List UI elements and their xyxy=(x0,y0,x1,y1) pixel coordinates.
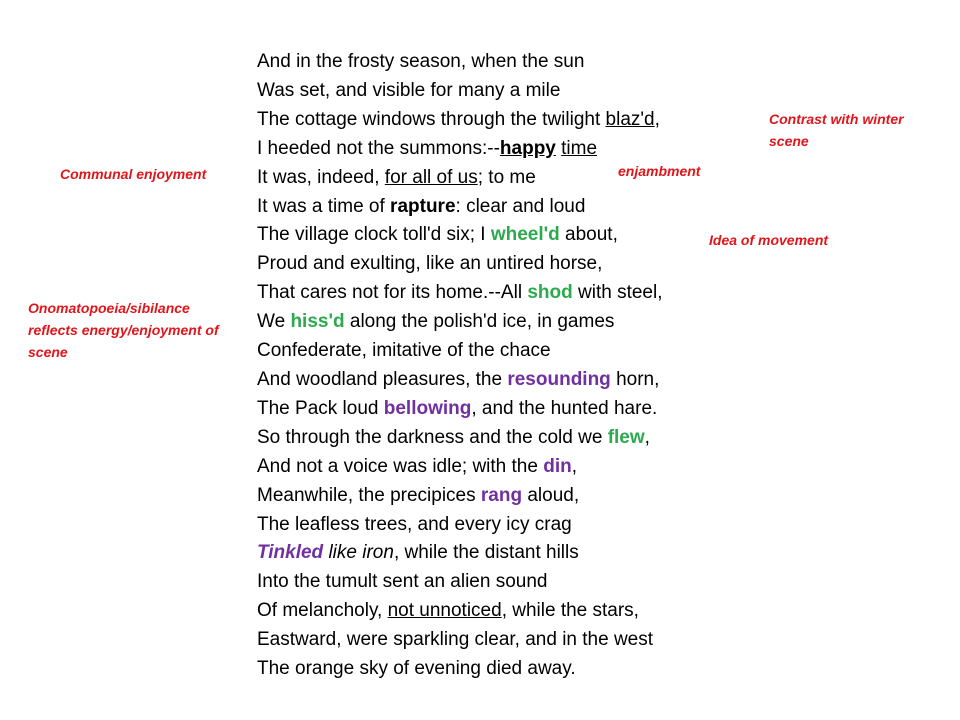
highlighted-word: din xyxy=(543,455,572,477)
poem-text: horn, xyxy=(610,368,660,390)
highlighted-word: for all of us xyxy=(384,166,478,188)
poem-line xyxy=(257,453,662,482)
poem-text: , xyxy=(571,455,577,477)
poem-text: , xyxy=(654,108,660,130)
highlighted-word: shod xyxy=(527,282,573,304)
annotation-contrast-winter: Contrast with winter scene xyxy=(769,111,904,149)
poem-line xyxy=(257,106,662,135)
highlighted-word: hiss'd xyxy=(290,311,345,333)
poem-line xyxy=(257,135,662,164)
poem-text: The village clock toll'd six; I xyxy=(257,224,491,246)
poem-text: along the polish'd ice, in games xyxy=(344,311,615,333)
poem-text: Confederate, imitative of the chace xyxy=(257,340,551,362)
poem-text: And woodland pleasures, the xyxy=(257,368,508,390)
poem-text: The orange sky of evening died away. xyxy=(257,658,576,680)
poem-line xyxy=(257,482,662,511)
poem-line xyxy=(257,395,662,424)
poem-line xyxy=(257,279,662,308)
highlighted-word: resounding xyxy=(507,368,611,390)
poem-text: with steel, xyxy=(572,282,663,304)
poem-line xyxy=(257,568,662,597)
annotation-enjambment: enjambment xyxy=(618,163,701,179)
poem-text: Meanwhile, the precipices xyxy=(257,484,481,506)
poem-text: Of melancholy, xyxy=(257,600,388,622)
poem-text: about, xyxy=(559,224,618,246)
poem-text: And not a voice was idle; with the xyxy=(257,455,544,477)
highlighted-word: rang xyxy=(480,484,523,506)
poem-text: : clear and loud xyxy=(455,195,586,217)
poem-text: Into the tumult sent an alien sound xyxy=(257,571,548,593)
poem-text: Proud and exulting, like an untired horse, xyxy=(257,253,603,275)
poem-text: aloud, xyxy=(522,484,580,506)
poem-text: Eastward, were sparkling clear, and in the west xyxy=(257,629,654,651)
poem-text: It was, indeed, xyxy=(257,166,385,188)
highlighted-word: wheel'd xyxy=(490,224,560,246)
poem-text: I heeded not the summons:-- xyxy=(257,137,500,159)
poem-text: The leafless trees, and every icy crag xyxy=(257,513,572,535)
highlighted-word: not unnoticed xyxy=(387,600,502,622)
poem-text: So through the darkness and the cold we xyxy=(257,426,608,448)
poem-text: , and the hunted hare. xyxy=(471,397,658,419)
poem-text: And in the frosty season, when the sun xyxy=(257,51,585,72)
poem-text: ; to me xyxy=(477,166,536,188)
poem-line xyxy=(257,597,662,626)
poem-line xyxy=(257,337,662,366)
poem-text: , while the stars, xyxy=(501,600,639,622)
poem-line xyxy=(257,221,662,250)
poem-line xyxy=(257,250,662,279)
poem-text: It was a time of xyxy=(257,195,391,217)
poem-line xyxy=(257,48,662,77)
highlighted-word: time xyxy=(561,137,598,159)
poem-extract xyxy=(257,48,662,684)
poem-text: , xyxy=(644,426,650,448)
poem-text: The cottage windows through the twilight xyxy=(257,108,606,130)
poem-line xyxy=(257,366,662,395)
poem-text: Was set, and visible for many a mile xyxy=(257,79,561,101)
poem-line xyxy=(257,193,662,222)
poem-line xyxy=(257,164,662,193)
poem-line xyxy=(257,308,662,337)
annotation-onomatopoeia-sibilance: Onomatopoeia/sibilance reflects energy/enjoyment of scene xyxy=(28,300,219,360)
highlighted-word: rapture xyxy=(390,195,456,217)
highlighted-word: Tinkled xyxy=(257,542,324,564)
highlighted-word: bellowing xyxy=(383,397,472,419)
poem-text: , while the distant hills xyxy=(393,542,579,564)
poem-text: The Pack loud xyxy=(257,397,384,419)
annotation-communal-enjoyment: Communal enjoyment xyxy=(60,166,207,182)
poem-text: We xyxy=(257,311,291,333)
poem-text: That cares not for its home.--All xyxy=(257,282,528,304)
highlighted-word: happy xyxy=(499,137,556,159)
poem-line xyxy=(257,424,662,453)
poem-line xyxy=(257,539,662,568)
highlighted-word: like iron xyxy=(328,542,394,564)
poem-line xyxy=(257,655,662,684)
poem-line xyxy=(257,77,662,106)
poem-line xyxy=(257,511,662,540)
annotation-idea-of-movement: Idea of movement xyxy=(709,232,829,248)
highlighted-word: blaz'd xyxy=(605,108,655,130)
poem-line xyxy=(257,626,662,655)
highlighted-word: flew xyxy=(607,426,645,448)
